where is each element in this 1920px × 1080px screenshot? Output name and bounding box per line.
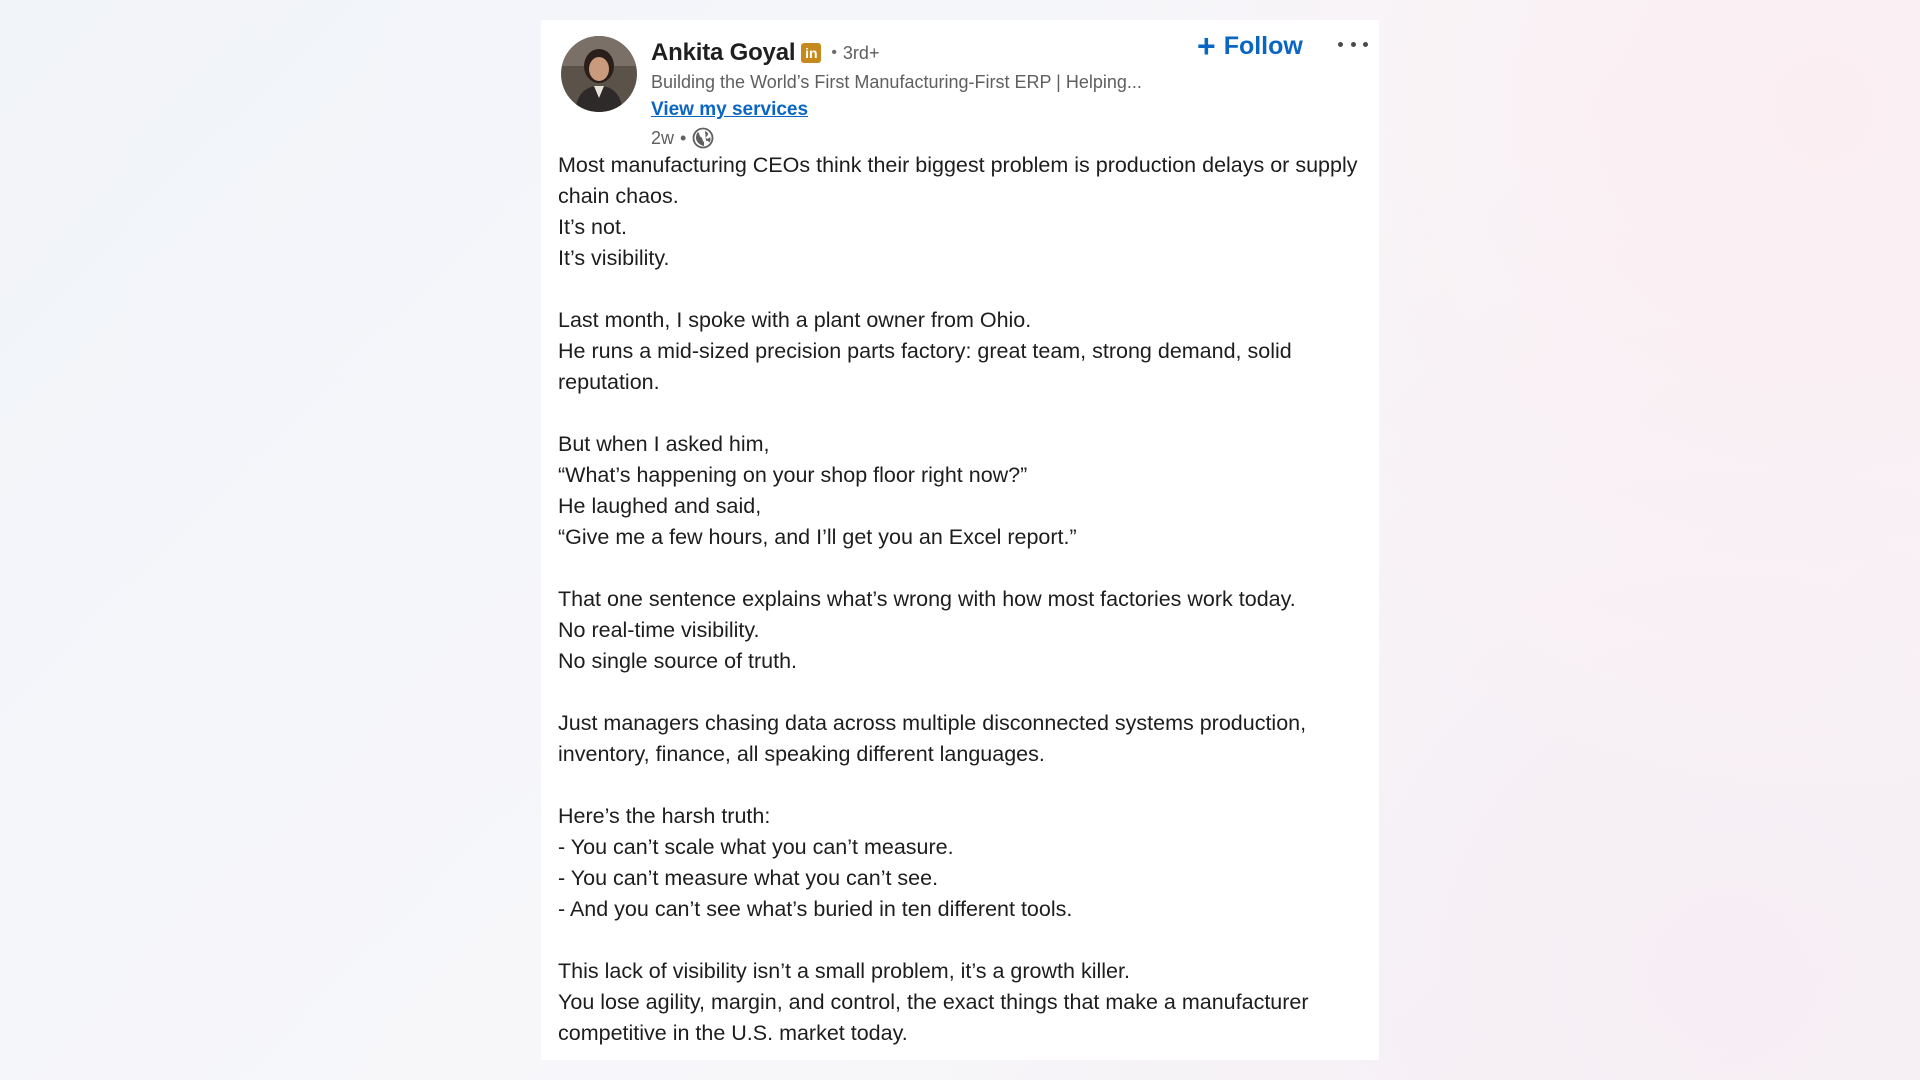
follow-button[interactable] bbox=[1197, 30, 1303, 62]
post-paragraph bbox=[558, 584, 1358, 677]
connection-degree: 3rd+ bbox=[842, 42, 880, 63]
post-line: It’s visibility. bbox=[558, 246, 670, 270]
plus-icon: + bbox=[1197, 28, 1216, 64]
post-paragraph bbox=[558, 150, 1358, 274]
post-card bbox=[541, 20, 1379, 1060]
author-headline: Building the World’s First Manufacturing-First ERP | Helping... bbox=[651, 72, 1142, 92]
post-line: This lack of visibility isn’t a small problem, it’s a growth killer. bbox=[558, 959, 1130, 983]
separator-dot: • bbox=[831, 44, 837, 61]
post-paragraph bbox=[558, 429, 1358, 553]
post-line: Here’s the harsh truth: bbox=[558, 804, 771, 828]
post-meta bbox=[651, 127, 1142, 149]
post-line: - You can’t scale what you can’t measure. bbox=[558, 835, 954, 859]
post-line: Last month, I spoke with a plant owner from Ohio. bbox=[558, 308, 1032, 332]
post-text bbox=[558, 150, 1358, 1049]
author-name-row bbox=[651, 36, 1142, 70]
post-paragraph bbox=[558, 956, 1358, 1049]
post-line: You lose agility, margin, and control, the exact things that make a manufacturer competitive in the U.S. market today. bbox=[558, 990, 1309, 1045]
post-paragraph bbox=[558, 305, 1358, 398]
author-avatar[interactable] bbox=[561, 36, 637, 112]
author-info bbox=[651, 36, 1142, 149]
post-line: Just managers chasing data across multiple disconnected systems production, inventory, finance, all speaking different languages. bbox=[558, 711, 1307, 766]
separator-dot: • bbox=[680, 127, 687, 148]
view-services-link[interactable]: View my services bbox=[651, 99, 809, 120]
post-line: That one sentence explains what’s wrong with how most factories work today. bbox=[558, 587, 1296, 611]
post-line: It’s not. bbox=[558, 215, 627, 239]
post-paragraph bbox=[558, 801, 1358, 925]
post-line: But when I asked him, bbox=[558, 432, 770, 456]
globe-icon bbox=[692, 127, 714, 149]
more-options-icon[interactable] bbox=[1338, 32, 1368, 56]
author-name[interactable]: Ankita Goyal bbox=[651, 39, 796, 66]
post-line: He laughed and said, bbox=[558, 494, 762, 518]
linkedin-premium-badge-icon: in bbox=[801, 43, 821, 63]
follow-label: Follow bbox=[1223, 31, 1303, 60]
post-line: Most manufacturing CEOs think their biggest problem is production delays or supply chain chaos. bbox=[558, 153, 1358, 208]
post-line: He runs a mid-sized precision parts factory: great team, strong demand, solid reputation. bbox=[558, 339, 1292, 394]
post-line: - You can’t measure what you can’t see. bbox=[558, 866, 939, 890]
post-paragraph bbox=[558, 708, 1358, 770]
post-line: “Give me a few hours, and I’ll get you an Excel report.” bbox=[558, 525, 1077, 549]
post-line: No real-time visibility. bbox=[558, 618, 760, 642]
post-line: - And you can’t see what’s buried in ten different tools. bbox=[558, 897, 1073, 921]
post-time: 2w bbox=[651, 127, 675, 148]
post-line: No single source of truth. bbox=[558, 649, 798, 673]
post-line: “What’s happening on your shop floor right now?” bbox=[558, 463, 1028, 487]
